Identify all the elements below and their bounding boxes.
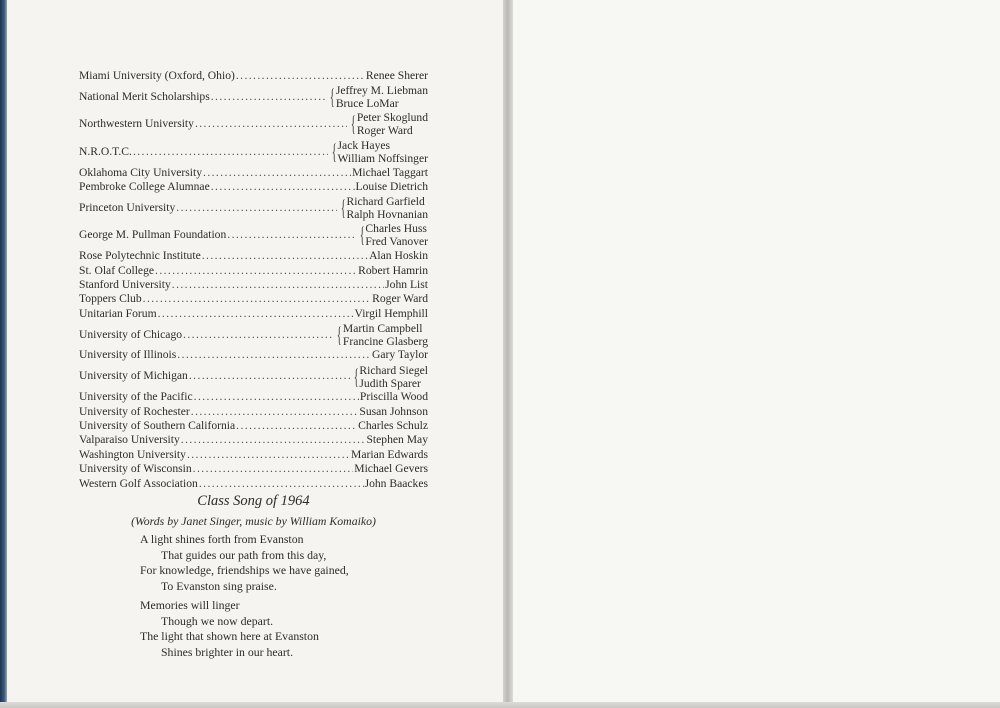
verse-line: Though we now depart. xyxy=(161,613,274,628)
institution-name: Oklahoma City University xyxy=(79,165,203,179)
brace-glyph: { xyxy=(340,195,346,221)
brace-glyph: { xyxy=(330,84,335,110)
scholarship-row xyxy=(79,462,428,476)
institution-name: University of Rochester xyxy=(79,404,190,418)
institution-name: N.R.O.T.C. xyxy=(79,144,132,158)
institution-name: University of the Pacific xyxy=(79,390,193,404)
scholarship-row xyxy=(79,419,428,433)
recipient-name: Alan Hoskin xyxy=(369,249,428,263)
scholarship-row xyxy=(79,405,428,419)
verse-line: For knowledge, friendships we have gained, xyxy=(140,563,349,578)
recipient-name: Roger Ward xyxy=(372,292,428,306)
institution-name: University of Chicago xyxy=(79,327,183,341)
leader-dots xyxy=(187,448,350,462)
recipient-name: Jeffrey M. Liebman xyxy=(335,84,428,98)
institution-name: Pembroke College Alumnae xyxy=(79,179,210,193)
binding-edge xyxy=(0,0,7,708)
institution-name: Toppers Club xyxy=(79,292,142,306)
leader-dots xyxy=(236,419,357,433)
leader-dots xyxy=(227,228,356,242)
leader-dots xyxy=(158,307,354,321)
recipient-name: Fred Vanover xyxy=(365,235,428,249)
recipient-name: Martin Campbell xyxy=(342,321,423,335)
leader-dots xyxy=(133,145,328,159)
institution-name: Miami University (Oxford, Ohio) xyxy=(79,69,235,82)
recipient-name: William Noffsinger xyxy=(337,151,428,165)
institution-name: Washington University xyxy=(79,447,186,461)
scholarship-row xyxy=(79,278,428,292)
recipient-name: Marian Edwards xyxy=(351,447,428,461)
scholarship-row xyxy=(79,138,428,165)
recipient-name: Jack Hayes xyxy=(337,138,391,152)
page-gutter xyxy=(503,0,513,708)
leader-dots xyxy=(211,90,327,104)
verse-line: That guides our path from this day, xyxy=(161,547,327,562)
recipient-name: Stephen May xyxy=(366,433,428,447)
verse-line: Shines brighter in our heart. xyxy=(161,644,294,659)
institution-name: St. Olaf College xyxy=(79,263,155,277)
leader-dots xyxy=(155,264,357,278)
scholarship-row xyxy=(79,292,428,306)
recipient-group xyxy=(338,195,428,221)
recipient-name: Priscilla Wood xyxy=(359,390,428,404)
brace-glyph: { xyxy=(337,321,342,347)
scholarship-row xyxy=(79,390,428,404)
leader-dots xyxy=(195,117,347,131)
leader-dots xyxy=(211,180,355,194)
recipient-name: Susan Johnson xyxy=(359,404,428,418)
scholarship-row xyxy=(79,363,428,390)
leader-dots xyxy=(202,249,368,263)
scholarship-row xyxy=(79,321,428,348)
recipient-name: Virgil Hemphill xyxy=(354,306,428,320)
institution-name: Princeton University xyxy=(79,200,176,214)
song-verse-1 xyxy=(140,532,349,594)
leader-dots xyxy=(181,433,366,447)
leader-dots xyxy=(194,390,359,404)
recipient-name: John Baackes xyxy=(364,476,428,490)
institution-name: Western Golf Association xyxy=(79,476,198,490)
scholarship-row xyxy=(79,222,428,249)
institution-name: Unitarian Forum xyxy=(79,306,157,320)
scholarship-row xyxy=(79,348,428,362)
scholarship-row xyxy=(79,477,428,491)
recipient-name: Louise Dietrich xyxy=(355,179,428,193)
institution-name: Stanford University xyxy=(79,277,171,291)
scholarship-row xyxy=(79,433,428,447)
scholarship-row xyxy=(79,249,428,263)
recipient-group xyxy=(334,322,428,348)
institution-name: George M. Pullman Foundation xyxy=(79,228,227,242)
recipient-name: Charles Huss xyxy=(365,222,427,236)
leader-dots xyxy=(177,348,371,362)
song-title: Class Song of 1964 xyxy=(197,493,310,509)
recipient-group xyxy=(351,364,428,390)
brace-glyph: { xyxy=(351,111,356,137)
brace-glyph: { xyxy=(359,222,365,248)
recipient-name: Charles Schulz xyxy=(358,419,428,433)
recipient-name: Roger Ward xyxy=(356,124,413,138)
brace-glyph: { xyxy=(331,138,337,164)
leader-dots xyxy=(176,201,337,215)
recipient-name: Richard Siegel xyxy=(359,363,428,377)
verse-line: The light that shown here at Evanston xyxy=(140,629,319,644)
leader-dots xyxy=(143,292,372,306)
institution-name: University of Wisconsin xyxy=(79,462,192,476)
recipient-group xyxy=(329,139,428,165)
scholarship-list xyxy=(79,69,428,491)
scholarship-row xyxy=(79,166,428,180)
recipient-group xyxy=(348,111,428,137)
leader-dots xyxy=(191,405,359,419)
institution-name: Valparaiso University xyxy=(79,433,180,447)
recipient-name: Gary Taylor xyxy=(372,348,428,362)
scholarship-row xyxy=(79,264,428,278)
institution-name: National Merit Scholarships xyxy=(79,89,210,103)
recipient-name: John List xyxy=(385,277,428,291)
recipient-name: Richard Garfield xyxy=(346,195,425,209)
institution-name: University of Southern California xyxy=(79,419,236,433)
recipient-name: Francine Glasberg xyxy=(342,334,428,348)
leader-dots xyxy=(193,462,354,476)
scholarship-row xyxy=(79,448,428,462)
song-credit: (Words by Janet Singer, music by William Komaiko) xyxy=(131,514,376,528)
leader-dots xyxy=(199,477,364,491)
scholarship-row xyxy=(79,83,428,110)
institution-name: University of Michigan xyxy=(79,369,188,383)
scholarship-row xyxy=(79,180,428,194)
song-verse-2 xyxy=(140,598,319,660)
recipient-name: Ralph Hovnanian xyxy=(346,208,428,222)
scholarship-row xyxy=(79,69,428,83)
recipient-name: Renee Sherer xyxy=(365,69,428,82)
recipient-name: Judith Sparer xyxy=(359,376,421,390)
verse-line: A light shines forth from Evanston xyxy=(140,532,304,546)
page-bottom-edge xyxy=(0,702,1000,708)
scholarship-row xyxy=(79,307,428,321)
leader-dots xyxy=(189,369,350,383)
institution-name: Rose Polytechnic Institute xyxy=(79,249,201,263)
leader-dots xyxy=(236,69,365,83)
recipient-group xyxy=(327,84,428,110)
leader-dots xyxy=(172,278,384,292)
recipient-name: Peter Skoglund xyxy=(356,111,428,125)
institution-name: University of Illinois xyxy=(79,348,177,362)
verse-line: To Evanston sing praise. xyxy=(161,578,277,593)
recipient-name: Michael Taggart xyxy=(352,165,428,179)
leader-dots xyxy=(203,166,351,180)
recipient-name: Bruce LoMar xyxy=(335,97,399,111)
verse-line: Memories will linger xyxy=(140,598,240,612)
leader-dots xyxy=(183,328,333,342)
scholarship-row xyxy=(79,111,428,138)
brace-glyph: { xyxy=(353,363,359,389)
institution-name: Northwestern University xyxy=(79,117,194,131)
recipient-name: Robert Hamrin xyxy=(358,263,428,277)
right-page-blank xyxy=(513,0,1000,708)
recipient-group xyxy=(357,222,428,248)
recipient-name: Michael Gevers xyxy=(354,462,428,476)
scholarship-row xyxy=(79,194,428,221)
